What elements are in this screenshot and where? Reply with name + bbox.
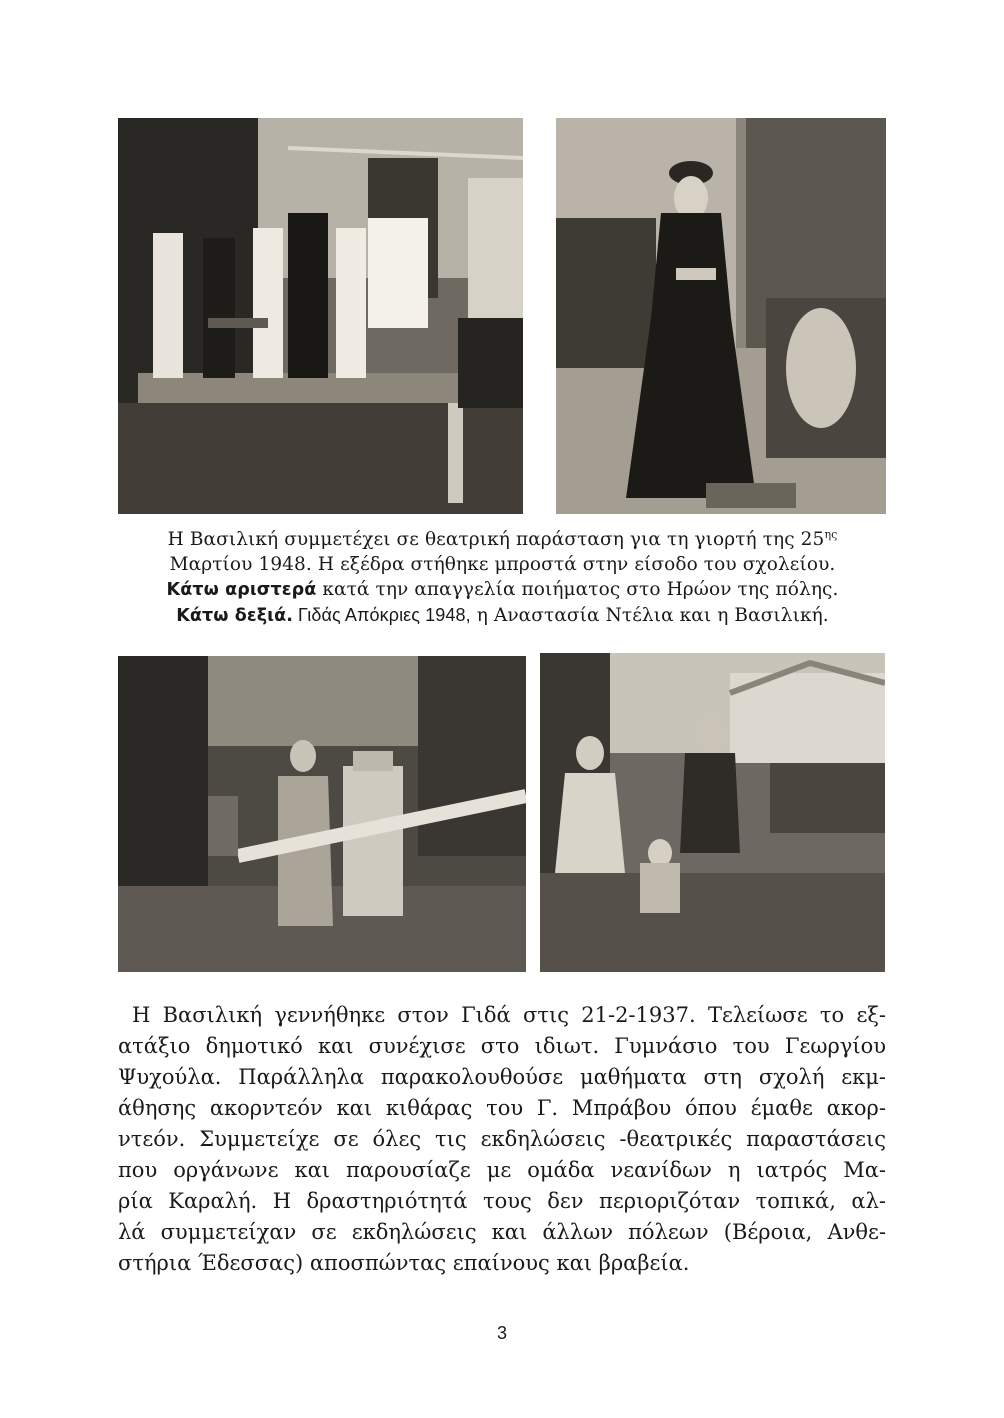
paragraph-line: ρία Καραλή. Η δραστηριότητά τους δεν περιοριζόταν τοπικά, αλ- <box>118 1189 886 1213</box>
paragraph-line: άθησης ακορντεόν και κιθάρας του Γ. Μπράβου όπου έμαθε ακορ- <box>118 1096 886 1120</box>
stage-performance-image <box>118 118 523 514</box>
page-number: 3 <box>496 1323 507 1343</box>
caption-line-2: Μαρτίου 1948. Η εξέδρα στήθηκε μπροστά στην είσοδο του σχολείου. <box>169 554 836 575</box>
stage-performance-photo <box>118 118 523 514</box>
paragraph-line: ντεόν. Συμμετείχε σε όλες τις εκδηλώσεις -θεατρικές παραστάσεις <box>118 1127 886 1151</box>
paragraph-line: Η Βασιλική γεννήθηκε στον Γιδά στις 21-2-1937. Τελείωσε το εξ- <box>132 1003 886 1027</box>
paragraph-line: στήρια Έδεσσας) αποσπώντας επαίνους και βραβεία. <box>118 1251 690 1275</box>
paragraph-line: λά συμμετείχαν σε εκδηλώσεις και άλλων πόλεων (Βέροια, Ανθε- <box>118 1220 886 1244</box>
caption-bold-bottom-right: Κάτω δεξιά. <box>176 606 293 626</box>
poem-recital-photo <box>118 656 526 972</box>
photo-caption <box>110 527 895 629</box>
paragraph-line: Ψυχούλα. Παράλληλα παρακολουθούσε μαθήματα στη σχολή εκμ- <box>118 1065 886 1089</box>
girl-costume-photo <box>556 118 886 514</box>
paragraph-line: που οργάνωνε και παρουσίαζε με ομάδα νεανίδων η ιατρός Μα- <box>118 1158 886 1182</box>
girl-costume-image <box>556 118 886 514</box>
paragraph-line: ατάξιο δημοτικό και συνέχισε στο ιδιωτ. Γυμνάσιο του Γεωργίου <box>118 1034 886 1058</box>
caption-superscript: ης <box>824 527 838 541</box>
caption-line-4: Κάτω δεξιά. Γιδάς Απόκριες 1948, η Αναστασία Ντέλια και η Βασιλική. <box>176 605 829 626</box>
carnival-children-image <box>540 653 885 972</box>
biography-paragraph <box>118 1000 886 1279</box>
caption-bold-bottom-left: Κάτω αριστερά <box>166 580 317 600</box>
carnival-children-photo <box>540 653 885 972</box>
caption-line-1: Η Βασιλική συμμετέχει σε θεατρική παράσταση για τη γιορτή της $25^{\eta\varsigma}$ <box>167 527 838 550</box>
caption-line-3: Κάτω αριστερά κατά την απαγγελία ποιήματος στο Ηρώον της πόλης. <box>166 579 839 600</box>
poem-recital-image <box>118 656 526 972</box>
